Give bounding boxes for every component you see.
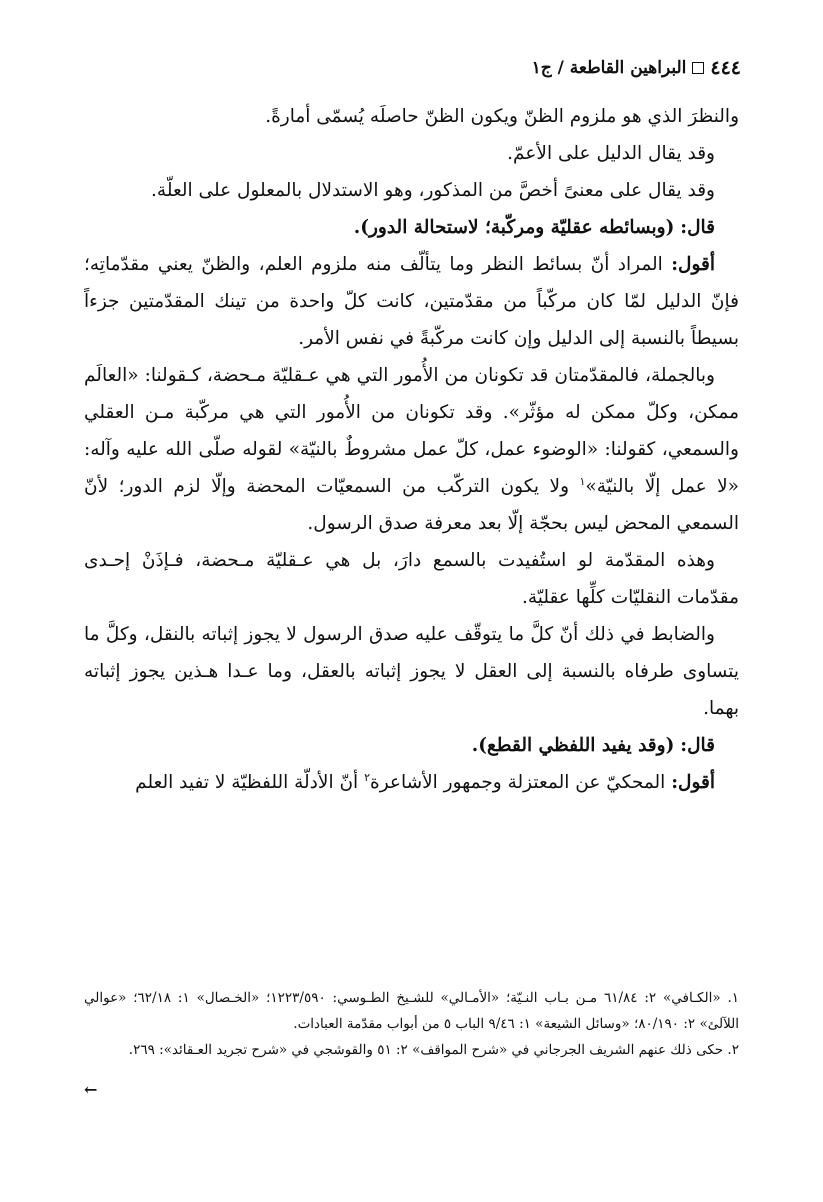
paragraph-text: ولا يكون التركّب من السمعيّات المحضة وإلّا لزم الدور؛ لأنّ السمعي المحض ليس بحجّة إلّا بعد معرفة صدق الرسول. [84,476,739,534]
book-title: البراهين القاطعة / ج١ [531,58,687,78]
paragraph-text: المراد أنّ بسائط النظر وما يتألّف منه ملزوم العلم، والظنّ يعني مقدّماتِه؛ فإنّ الدليل لمّا كان مركّباً من مقدّمتين، كانت كلّ واحدة من تينك المقدّمتين جزءاً بسيطاً بالنسبة إلى الدليل وإن كانت مركّبةً في نفس الأمر. [84,254,739,349]
paragraph [84,542,739,616]
paragraph-text: وهذه المقدّمة لو استُفيدت بالسمع دارَ، بل هي عـقليّة مـحضة، فـإذَنْ إحـدى مقدّمات النقليّات كلِّها عقليّة. [84,550,739,608]
paragraph-text: وقد يقال الدليل على الأعمّ. [507,143,715,164]
main-text [84,98,739,801]
paragraph-text: أنّ الأدلّة اللفظيّة لا تفيد العلم [135,772,365,793]
running-header [82,55,741,81]
paragraph-lead: أقول: [671,772,715,793]
paragraph-lead: قال: [680,735,715,756]
paragraph [84,246,739,357]
footnote: ١. «الكـافي» ٢: ٦١/٨٤ مـن بـاب النـيّة؛ «الأمـالي» للشـيخ الطـوسي: ١٢٢٣/٥٩٠؛ «الخـصال» ١: ٦٢/١٨؛ «عوالي اللآلئ» ٢: ٨٠/١٩٠؛ «وسائل الشيعة» ١: ٩/٤٦ الباب ٥ من أبواب مقدّمة العبادات. [84,990,740,1032]
paragraph-text: والضابط في ذلك أنّ كلَّ ما يتوقّف عليه صدق الرسول لا يجوز إثباته بالنقل، وكلَّ ما يتساوى طرفاه بالنسبة إلى العقل لا يجوز إثباته بالعقل، وما عـدا هـذين يجوز إثباته بهما. [84,624,739,719]
footnote-marker[interactable]: ١ [579,474,586,488]
paragraph [84,727,739,764]
paragraph [84,135,739,172]
footnote: ٢. حكى ذلك عنهم الشريف الجرجاني في «شرح المواقف» ٢: ٥١ والقوشجي في «شرح تجريد العـقائد»: ٢٦٩. [128,1042,739,1058]
paragraph [84,616,739,727]
paragraph-lead: قال: [680,217,715,238]
paragraph [84,764,739,801]
paragraph [84,172,739,209]
paragraph-lead: أقول: [671,254,716,275]
paragraph [84,98,739,135]
quoted-text: (وقد يفيد اللفظي القطع). [471,735,675,756]
continuation-arrow-icon: ← [84,1080,98,1099]
page-number: ٤٤٤ [710,57,741,79]
footnotes [84,985,739,1063]
paragraph-text: والنظرَ الذي هو ملزوم الظنّ ويكون الظنّ حاصلَه يُسمّى أمارةً. [265,106,739,127]
paragraph [84,357,739,542]
square-separator-icon [692,62,704,74]
paragraph-text: وقد يقال على معنىً أخصَّ من المذكور، وهو الاستدلال بالمعلول على العلّة. [151,180,715,201]
paragraph-text: المحكيّ عن المعتزلة وجمهور الأشاعرة [370,772,666,793]
paragraph-text: وبالجملة، فالمقدّمتان قد تكونان من الأُمور التي هي عـقليّة مـحضة، كـقولنا: «العالَم ممكن، وكلّ ممكن له مؤثّر». وقد تكونان من الأُمور التي هي مركّبة مـن العقلي والسمعي، كقولنا: «الوضوء عمل، كلّ عمل مشروطٌ بالنيّة» لقوله صلّى الله عليه وآله: «لا عمل إلّا بالنيّة» [84,365,739,497]
footnote-marker[interactable]: ٢ [364,770,370,784]
paragraph [84,209,739,246]
quoted-text: (وبسائطه عقليّة ومركّبة؛ لاستحالة الدور). [353,217,675,238]
